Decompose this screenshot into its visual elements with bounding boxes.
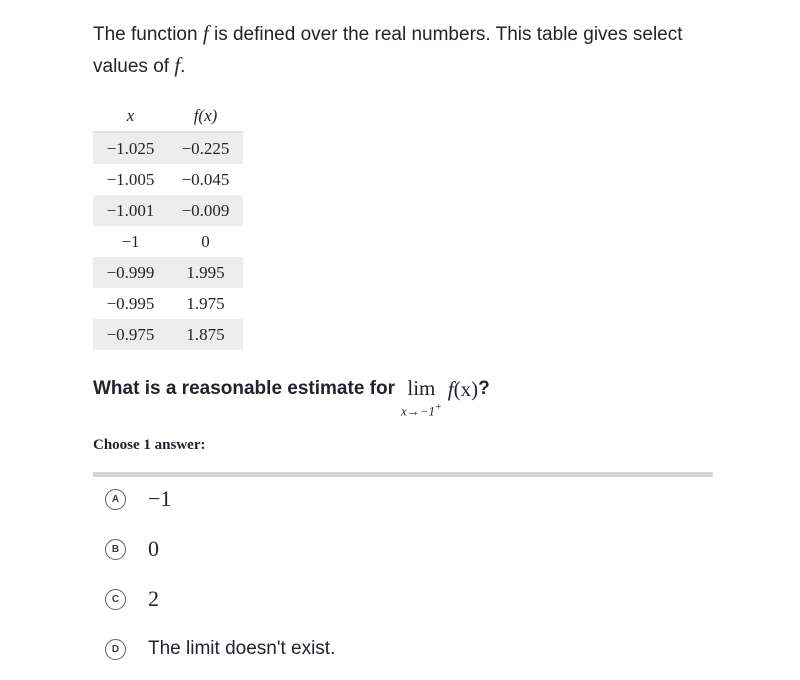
choice-text: 2 <box>148 586 159 611</box>
cell-x: −1.005 <box>106 169 155 189</box>
cell-fx: 1.975 <box>186 293 225 313</box>
cell-x: −0.975 <box>93 319 168 350</box>
cell-fx: 0 <box>201 231 210 251</box>
cell-x: −1.025 <box>93 132 168 164</box>
cell-fx: −0.225 <box>168 132 243 164</box>
table-row <box>93 195 243 226</box>
cell-fx: 1.995 <box>168 257 243 288</box>
limit-operator <box>401 375 442 418</box>
limit-function: f <box>447 377 454 401</box>
choice-d[interactable] <box>105 634 335 664</box>
cell-x: −0.999 <box>93 257 168 288</box>
choice-letter-badge: A <box>105 489 126 510</box>
choose-label: Choose 1 answer: <box>93 437 206 453</box>
limit-expression <box>448 375 478 403</box>
table-row <box>93 164 243 195</box>
table-row <box>93 257 243 288</box>
choice-text: The limit doesn't exist. <box>148 638 336 659</box>
intro-text-2: is defined over the real numbers. This table gives select values of <box>93 24 683 77</box>
header-fx: f(x) <box>168 101 243 132</box>
header-x: x <box>93 101 168 132</box>
question-prompt <box>93 375 490 418</box>
values-table <box>93 101 243 350</box>
function-symbol: f <box>174 53 181 77</box>
choice-letter-badge: C <box>105 589 126 610</box>
table-row <box>93 288 243 319</box>
intro-text-3: . <box>180 56 186 77</box>
table-row <box>93 319 243 350</box>
choice-text: −1 <box>148 486 172 511</box>
table-row <box>93 226 243 257</box>
lim-subscript <box>401 401 442 418</box>
table-header-row <box>93 101 243 132</box>
cell-fx: −0.045 <box>181 169 230 189</box>
choices-divider <box>93 472 713 477</box>
problem-statement <box>93 18 703 82</box>
cell-x: −1.001 <box>93 195 168 226</box>
choice-b[interactable] <box>105 534 159 564</box>
cell-fx: −0.009 <box>168 195 243 226</box>
table-row <box>93 132 243 164</box>
choice-letter-badge: D <box>105 639 126 660</box>
cell-fx: 1.875 <box>168 319 243 350</box>
lim-direction: + <box>435 402 442 413</box>
question-mark: ? <box>478 378 490 399</box>
choice-c[interactable] <box>105 584 159 614</box>
choice-text: 0 <box>148 536 159 561</box>
choice-a[interactable] <box>105 484 171 514</box>
choice-letter-badge: B <box>105 539 126 560</box>
function-symbol: f <box>202 21 209 45</box>
lim-word: lim <box>407 376 436 400</box>
intro-text-1: The function <box>93 24 203 45</box>
question-text: What is a reasonable estimate for <box>93 378 395 399</box>
lim-approach: x→−1 <box>401 403 436 419</box>
cell-x: −1 <box>121 231 140 251</box>
limit-argument: (x) <box>453 377 479 401</box>
cell-x: −0.995 <box>106 293 155 313</box>
